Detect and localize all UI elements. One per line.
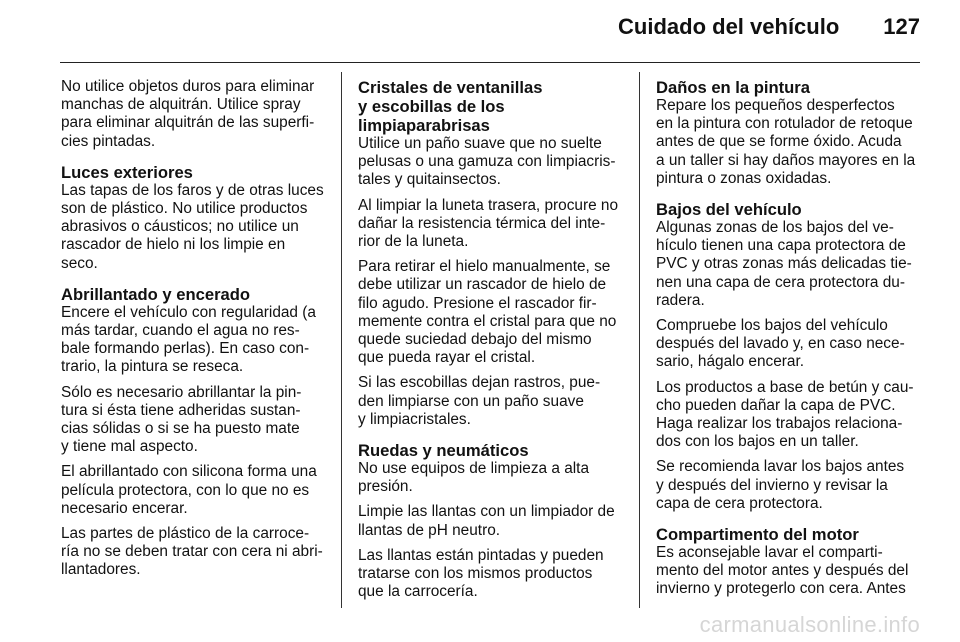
text-line: llantadores. xyxy=(61,561,141,579)
text-line: Las partes de plástico de la carroce- xyxy=(61,525,310,543)
text-column-1 xyxy=(61,78,329,587)
paragraph xyxy=(358,135,628,190)
text-line: dañar la resistencia térmica del inte- xyxy=(358,214,606,232)
paragraph xyxy=(61,463,329,518)
text-line: manchas de alquitrán. Utilice spray xyxy=(61,96,301,114)
text-line: después del lavado y, en caso nece- xyxy=(656,335,905,353)
text-line: rascador de hielo ni los limpie en xyxy=(61,236,286,254)
text-line: abrasivos o cáusticos; no utilice un xyxy=(61,218,299,236)
paragraph xyxy=(61,525,329,580)
text-line: rior de la luneta. xyxy=(358,233,469,251)
heading-line: Luces exteriores xyxy=(61,162,193,182)
text-line: en la pintura con rotulador de retoque xyxy=(656,115,913,133)
text-line: dos con los bajos en un taller. xyxy=(656,433,859,451)
text-line: debe utilizar un rascador de hielo de xyxy=(358,276,607,294)
text-line: más tardar, cuando el agua no res- xyxy=(61,322,300,340)
paragraph xyxy=(358,460,628,496)
text-column-2 xyxy=(358,78,628,608)
text-line: tratarse con los mismos productos xyxy=(358,565,593,583)
text-column-3 xyxy=(656,78,928,606)
text-line: Sólo es necesario abrillantar la pin- xyxy=(61,383,302,401)
paragraph xyxy=(358,503,628,539)
text-line: necesario encerar. xyxy=(61,499,188,517)
text-line: cho pueden dañar la capa de PVC. xyxy=(656,396,896,414)
text-line: Algunas zonas de los bajos del ve- xyxy=(656,219,894,237)
text-line: película protectora, con lo que no es xyxy=(61,481,310,499)
text-line: Si las escobillas dejan rastros, pue- xyxy=(358,374,601,392)
text-line: Repare los pequeños desperfectos xyxy=(656,97,895,114)
page-title: Cuidado del vehículo xyxy=(618,14,840,39)
heading-line: Bajos del vehículo xyxy=(656,200,802,220)
text-line: Haga realizar los trabajos relaciona- xyxy=(656,415,903,433)
text-line: pintura o zonas oxidadas. xyxy=(656,169,832,187)
text-line: tales y quitainsectos. xyxy=(358,171,501,189)
text-line: son de plástico. No utilice productos xyxy=(61,200,308,218)
text-line: llantas de pH neutro. xyxy=(358,521,501,539)
text-line: cies pintadas. xyxy=(61,132,156,150)
text-line: Los productos a base de betún y cau- xyxy=(656,378,914,396)
text-line: nen una capa de cera protectora du- xyxy=(656,273,905,291)
paragraph xyxy=(358,547,628,602)
text-line: y limpiacristales. xyxy=(358,410,471,428)
paragraph xyxy=(358,197,628,252)
paragraph xyxy=(656,544,928,599)
text-line: invierno y protegerlo con cera. Antes xyxy=(656,580,906,598)
paragraph xyxy=(61,384,329,457)
text-line: y tiene mal aspecto. xyxy=(61,438,198,456)
paragraph xyxy=(656,458,928,513)
page-header xyxy=(618,14,920,50)
text-line: que pueda rayar el cristal. xyxy=(358,349,536,367)
section-heading xyxy=(656,78,928,97)
text-line: Se recomienda lavar los bajos antes xyxy=(656,458,905,476)
text-line: No use equipos de limpieza a alta xyxy=(358,460,590,478)
section-heading xyxy=(358,78,628,135)
text-line: Es aconsejable lavar el comparti- xyxy=(656,544,883,562)
text-line: Las tapas de los faros y de otras luces xyxy=(61,181,324,199)
text-line: mento del motor antes y después del xyxy=(656,562,909,580)
text-line: y después del invierno y revisar la xyxy=(656,476,888,494)
heading-line: Abrillantado y encerado xyxy=(61,284,251,304)
paragraph xyxy=(61,182,329,273)
text-line: a un taller si hay daños mayores en la xyxy=(656,151,916,169)
section-heading xyxy=(358,441,628,460)
text-line: bale formando perlas). En caso con- xyxy=(61,340,310,358)
section-heading xyxy=(656,200,928,219)
text-line: que la carrocería. xyxy=(358,583,478,601)
paragraph xyxy=(656,379,928,452)
paragraph xyxy=(656,97,928,188)
heading-line: limpiaparabrisas xyxy=(358,116,490,135)
text-line: Encere el vehículo con regularidad (a xyxy=(61,303,316,321)
text-line: radera. xyxy=(656,291,705,309)
text-line: antes de que se forme óxido. Acuda xyxy=(656,133,902,151)
header-rule xyxy=(60,62,920,63)
heading-line: Cristales de ventanillas xyxy=(358,78,543,97)
text-line: Al limpiar la luneta trasera, procure no xyxy=(358,196,619,214)
text-line: Utilice un paño suave que no suelte xyxy=(358,135,602,152)
text-line: filo agudo. Presione el rascador fir- xyxy=(358,294,597,312)
text-line: den limpiarse con un paño suave xyxy=(358,392,584,410)
paragraph xyxy=(358,258,628,367)
text-line: para eliminar alquitrán de las superfi- xyxy=(61,114,315,132)
paragraph xyxy=(656,317,928,372)
section-heading xyxy=(61,285,329,304)
watermark: carmanualsonline.info xyxy=(699,612,920,637)
text-line: ría no se deben tratar con cera ni abri- xyxy=(61,543,323,561)
paragraph xyxy=(61,304,329,377)
text-line: Limpie las llantas con un limpiador de xyxy=(358,503,615,521)
text-line: hículo tienen una capa protectora de xyxy=(656,237,906,255)
text-line: quede suciedad debajo del mismo xyxy=(358,331,592,349)
text-line: capa de cera protectora. xyxy=(656,494,823,512)
paragraph xyxy=(61,78,329,151)
text-line: El abrillantado con silicona forma una xyxy=(61,463,317,481)
text-line: No utilice objetos duros para eliminar xyxy=(61,78,315,95)
page-number: 127 xyxy=(883,14,920,39)
text-line: memente contra el cristal para que no xyxy=(358,312,617,330)
text-line: cias sólidas o si se ha puesto mate xyxy=(61,420,300,438)
text-line: sario, hágalo encerar. xyxy=(656,353,805,371)
heading-line: Compartimento del motor xyxy=(656,525,859,545)
text-line: seco. xyxy=(61,254,98,272)
heading-line: Ruedas y neumáticos xyxy=(358,441,529,461)
column-divider xyxy=(341,72,342,608)
text-line: pelusas o una gamuza con limpiacris- xyxy=(358,153,616,171)
section-heading xyxy=(61,163,329,182)
paragraph xyxy=(358,374,628,429)
text-line: trario, la pintura se reseca. xyxy=(61,358,244,376)
text-line: tura si ésta tiene adheridas sustan- xyxy=(61,401,301,419)
text-line: PVC y otras zonas más delicadas tie- xyxy=(656,255,912,273)
text-line: Para retirar el hielo manualmente, se xyxy=(358,258,611,276)
text-line: presión. xyxy=(358,478,413,496)
heading-line: y escobillas de los xyxy=(358,97,505,116)
paragraph xyxy=(656,219,928,310)
section-heading xyxy=(656,525,928,544)
text-line: Las llantas están pintadas y pueden xyxy=(358,546,604,564)
column-divider xyxy=(639,72,640,608)
heading-line: Daños en la pintura xyxy=(656,78,810,97)
text-line: Compruebe los bajos del vehículo xyxy=(656,317,888,335)
